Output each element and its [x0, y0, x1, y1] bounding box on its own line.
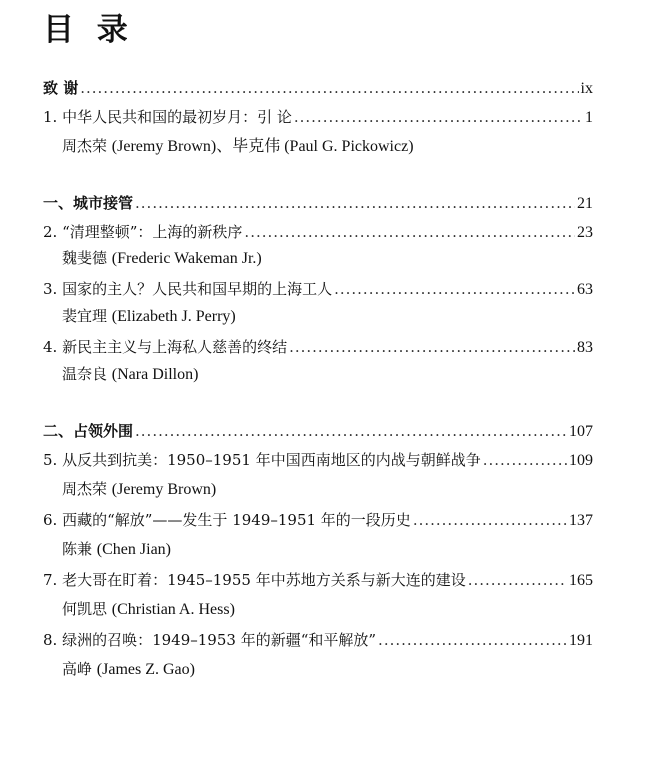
toc-entry-part-1[interactable]	[43, 192, 593, 216]
entry-author	[62, 363, 198, 385]
leader-dots	[483, 451, 567, 469]
leader-dots	[80, 79, 578, 97]
entry-label: 6. 西藏的“解放”——发生于 1949–1951 年的一段历史	[43, 511, 411, 529]
toc-entry-chapter-5[interactable]	[43, 449, 593, 473]
toc-entry-chapter-8[interactable]	[43, 629, 593, 653]
leader-dots	[244, 223, 575, 241]
leader-dots	[135, 194, 575, 212]
leader-dots	[468, 571, 567, 589]
author-cn: 裴宜理	[62, 307, 108, 325]
leader-dots	[334, 280, 575, 298]
leader-dots	[289, 338, 575, 356]
entry-label: 7. 老大哥在盯着：1945–1955 年中苏地方关系与新大连的建设	[43, 571, 466, 589]
entry-author	[62, 658, 195, 680]
page-title: 目 录	[43, 12, 134, 48]
leader-dots	[378, 631, 567, 649]
author-cn: 高峥	[62, 660, 93, 678]
entry-label: 4. 新民主主义与上海私人慈善的终结	[43, 338, 288, 356]
entry-page: 165	[569, 572, 593, 589]
author-en: (Chen Jian)	[96, 541, 171, 558]
author-en: (Nara Dillon)	[111, 366, 199, 383]
entry-page: 137	[569, 512, 593, 529]
author-en: (Jeremy Brown)、毕克伟 (Paul G. Pickowicz)	[111, 138, 414, 155]
toc-entry-chapter-2[interactable]	[43, 221, 593, 245]
author-en: (Elizabeth J. Perry)	[111, 308, 236, 325]
entry-label: 一、城市接管	[43, 194, 134, 212]
toc-entry-chapter-6[interactable]	[43, 509, 593, 533]
entry-page: 83	[577, 339, 593, 356]
author-cn: 周杰荣	[62, 480, 108, 498]
toc-entry-chapter-4[interactable]	[43, 336, 593, 360]
toc-entry-chapter-7[interactable]	[43, 569, 593, 593]
entry-author	[62, 247, 262, 269]
author-en: (Frederic Wakeman Jr.)	[111, 250, 262, 267]
author-en: (James Z. Gao)	[96, 661, 195, 678]
entry-label: 二、占领外围	[43, 422, 134, 440]
author-cn: 魏斐德	[62, 249, 108, 267]
toc-entry-chapter-1[interactable]	[43, 106, 593, 130]
entry-page: 1	[585, 109, 593, 126]
entry-label: 5. 从反共到抗美：1950–1951 年中国西南地区的内战与朝鲜战争	[43, 451, 481, 469]
author-cn: 周杰荣	[62, 137, 108, 155]
entry-author	[62, 478, 216, 500]
author-cn: 温奈良	[62, 365, 108, 383]
author-en: (Christian A. Hess)	[111, 601, 235, 618]
entry-page: 63	[577, 281, 593, 298]
entry-label: 3. 国家的主人？人民共和国早期的上海工人	[43, 280, 333, 298]
toc-entry-chapter-3[interactable]	[43, 278, 593, 302]
entry-label: 8. 绿洲的召唤：1949–1953 年的新疆“和平解放”	[43, 631, 377, 649]
entry-page: 21	[577, 195, 593, 212]
entry-author	[62, 538, 171, 560]
toc-entry-part-2[interactable]	[43, 420, 593, 444]
entry-page: ix	[580, 80, 593, 97]
leader-dots	[294, 108, 583, 126]
author-cn: 陈兼	[62, 540, 93, 558]
entry-label: 致 谢	[43, 79, 79, 97]
entry-author	[62, 598, 235, 620]
entry-author	[62, 133, 414, 155]
author-en: (Jeremy Brown)	[111, 481, 217, 498]
entry-page: 109	[569, 452, 593, 469]
leader-dots	[135, 422, 567, 440]
toc-entry-acknowledgements[interactable]	[43, 77, 593, 101]
entry-page: 191	[569, 632, 593, 649]
leader-dots	[413, 511, 567, 529]
entry-page: 107	[569, 423, 593, 440]
author-cn: 何凯思	[62, 600, 108, 618]
entry-author	[62, 305, 236, 327]
entry-label: 2. “清理整顿”：上海的新秩序	[43, 223, 243, 241]
entry-label: 1. 中华人民共和国的最初岁月：引 论	[43, 108, 292, 126]
entry-page: 23	[577, 224, 593, 241]
